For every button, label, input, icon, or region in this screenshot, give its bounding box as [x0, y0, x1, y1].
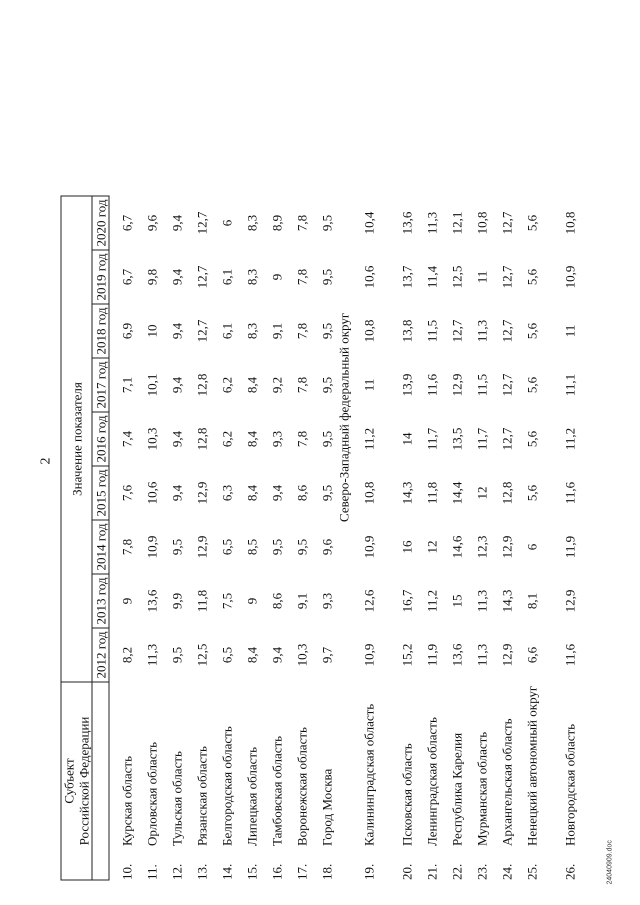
rotated-document-page: [21, 20, 621, 885]
value-cell: 12,9: [562, 589, 578, 613]
value-cell: 11,2: [361, 427, 377, 451]
value-cell: 9: [244, 597, 260, 605]
row-number: 14.: [219, 863, 235, 880]
value-cell: 11,2: [424, 589, 440, 613]
subject-name: Псковская область: [399, 743, 415, 846]
subject-name: Липецкая область: [244, 746, 260, 846]
value-cell: 9,5: [319, 484, 335, 502]
value-cell: 13,9: [399, 373, 415, 397]
value-cell: 6,7: [119, 214, 135, 232]
value-cell: 12: [474, 486, 490, 500]
value-cell: 11,6: [562, 481, 578, 505]
value-cell: 11,7: [424, 427, 440, 451]
table-row: [440, 196, 465, 880]
value-cell: 8,6: [269, 592, 285, 610]
value-cell: 10,3: [144, 427, 160, 451]
value-cell: 8,3: [244, 214, 260, 232]
value-cell: 8,2: [119, 646, 135, 664]
row-number: 21.: [424, 863, 440, 880]
value-cell: 14: [399, 432, 415, 446]
value-cell: 11,4: [424, 265, 440, 289]
row-number: 26.: [562, 863, 578, 880]
value-cell: 9,9: [169, 592, 185, 610]
value-cell: 7,6: [119, 484, 135, 502]
value-cell: 12,7: [499, 319, 515, 343]
row-number: 11.: [144, 864, 160, 880]
row-number: 23.: [474, 863, 490, 880]
table-row: [260, 196, 285, 880]
value-cell: 14,3: [499, 589, 515, 613]
value-cell: 9,8: [144, 268, 160, 286]
value-cell: 7,8: [294, 430, 310, 448]
subject-name: Республика Карелия: [449, 732, 465, 846]
value-cell: 12,8: [194, 373, 210, 397]
value-cell: 9,7: [319, 646, 335, 664]
row-number: 12.: [169, 863, 185, 880]
value-cell: 9,5: [169, 538, 185, 556]
value-cell: 9,5: [319, 214, 335, 232]
value-cell: 12,1: [449, 211, 465, 235]
value-cell: 6,1: [219, 268, 235, 286]
value-cell: 12,9: [194, 535, 210, 559]
value-cell: 10,8: [361, 319, 377, 343]
value-cell: 7,8: [119, 538, 135, 556]
value-cell: 8,3: [244, 268, 260, 286]
value-cell: 9,4: [269, 484, 285, 502]
value-cell: 9,5: [319, 322, 335, 340]
value-cell: 8,4: [244, 646, 260, 664]
table-row: [235, 196, 260, 880]
value-cell: 5,6: [524, 214, 540, 232]
value-cell: 10,6: [361, 265, 377, 289]
row-number: 10.: [119, 863, 135, 880]
subject-name: Орловская область: [144, 741, 160, 846]
value-cell: 13,5: [449, 427, 465, 451]
table-row: [465, 196, 490, 880]
subject-name: Рязанская область: [194, 746, 210, 846]
value-cell: 8,3: [244, 322, 260, 340]
value-cell: 6,5: [219, 538, 235, 556]
table-row: [390, 196, 415, 880]
value-cell: 11,3: [474, 319, 490, 343]
table-row: [415, 196, 440, 880]
subject-name: Архангельская область: [499, 718, 515, 846]
value-cell: 7,8: [294, 268, 310, 286]
value-cell: 8,6: [294, 484, 310, 502]
value-cell: 11,3: [474, 643, 490, 667]
value-cell: 9,4: [169, 268, 185, 286]
table-row: [185, 196, 210, 880]
value-cell: 11,8: [424, 481, 440, 505]
value-cell: 7,4: [119, 430, 135, 448]
table-body-northwest: [352, 196, 578, 880]
value-cell: 9,4: [169, 484, 185, 502]
value-cell: 10,3: [294, 643, 310, 667]
value-cell: 11,6: [562, 643, 578, 667]
value-cell: 13,6: [399, 211, 415, 235]
value-cell: 12,7: [194, 211, 210, 235]
value-cell: 12,5: [194, 643, 210, 667]
header-year: 2019 год: [92, 250, 109, 304]
value-cell: 9,5: [269, 538, 285, 556]
value-cell: 11,7: [474, 427, 490, 451]
value-cell: 14,4: [449, 481, 465, 505]
value-cell: 9,1: [269, 322, 285, 340]
row-number: 22.: [449, 863, 465, 880]
header-year: 2015 год: [92, 466, 109, 520]
header-subject-line1: Субъект: [61, 758, 77, 804]
header-subject-spacer: [92, 682, 109, 880]
subject-name: Тульская область: [169, 751, 185, 846]
value-cell: 8,4: [244, 376, 260, 394]
row-number: 17.: [294, 863, 310, 880]
value-cell: 5,6: [524, 322, 540, 340]
value-cell: 6,5: [219, 646, 235, 664]
value-cell: 11,9: [562, 535, 578, 559]
value-cell: 12,7: [499, 211, 515, 235]
value-cell: 8,5: [244, 538, 260, 556]
value-cell: 12,8: [499, 481, 515, 505]
row-number: 24.: [499, 863, 515, 880]
value-cell: 10,8: [474, 211, 490, 235]
header-year: 2018 год: [92, 304, 109, 358]
value-cell: 9: [269, 273, 285, 281]
value-cell: 12,6: [361, 589, 377, 613]
value-cell: 5,6: [524, 268, 540, 286]
table-row: [310, 196, 335, 880]
value-cell: 7,5: [219, 592, 235, 610]
header-year: 2020 год: [92, 196, 109, 250]
value-cell: 10,9: [361, 643, 377, 667]
value-cell: 9,4: [169, 376, 185, 394]
value-cell: 11,3: [474, 589, 490, 613]
value-cell: 13,7: [399, 265, 415, 289]
value-cell: 9,4: [169, 214, 185, 232]
value-cell: 9,1: [294, 592, 310, 610]
value-cell: 11,2: [562, 427, 578, 451]
value-cell: 14,3: [399, 481, 415, 505]
table-row: [490, 196, 515, 880]
value-cell: 10,8: [562, 211, 578, 235]
page-number: 2: [38, 457, 54, 465]
table-row: [352, 196, 390, 880]
header-subject-line2: Российской Федерации: [76, 716, 92, 846]
subject-name: Мурманская область: [474, 731, 490, 846]
header-subject: [61, 682, 92, 880]
value-cell: 10,9: [361, 535, 377, 559]
indicator-table: [61, 196, 578, 881]
row-number: 19.: [361, 863, 377, 880]
value-cell: 5,6: [524, 484, 540, 502]
value-cell: 14,6: [449, 535, 465, 559]
document-id: 24040909.doc: [606, 840, 614, 885]
value-cell: 6,7: [119, 268, 135, 286]
value-cell: 10,9: [144, 535, 160, 559]
value-cell: 6,2: [219, 376, 235, 394]
value-cell: 6: [524, 543, 540, 551]
table-row: [515, 196, 553, 880]
value-cell: 15: [449, 594, 465, 608]
table-row: [109, 196, 135, 880]
value-cell: 11,5: [474, 373, 490, 397]
value-cell: 9,6: [319, 538, 335, 556]
value-cell: 13,6: [449, 643, 465, 667]
value-cell: 8,9: [269, 214, 285, 232]
value-cell: 12,7: [194, 319, 210, 343]
value-cell: 12,7: [194, 265, 210, 289]
value-cell: 11,3: [424, 211, 440, 235]
value-cell: 12,8: [194, 427, 210, 451]
value-cell: 11: [474, 270, 490, 284]
value-cell: 11,8: [194, 589, 210, 613]
value-cell: 11,5: [424, 319, 440, 343]
value-cell: 11,1: [562, 373, 578, 397]
table-body-district: [335, 196, 352, 880]
value-cell: 13,8: [399, 319, 415, 343]
header-year: 2017 год: [92, 358, 109, 412]
value-cell: 9,3: [319, 592, 335, 610]
value-cell: 9,2: [269, 376, 285, 394]
subject-name: Новгородская область: [562, 723, 578, 846]
subject-name: Город Москва: [319, 768, 335, 846]
value-cell: 13,6: [144, 589, 160, 613]
subject-name: Калининградская область: [361, 703, 377, 846]
row-number: 20.: [399, 863, 415, 880]
value-cell: 9,4: [169, 430, 185, 448]
value-cell: 5,6: [524, 430, 540, 448]
row-number: 25.: [524, 863, 540, 880]
value-cell: 10,9: [562, 265, 578, 289]
subject-name: Белгородская область: [219, 726, 235, 846]
value-cell: 10,4: [361, 211, 377, 235]
value-cell: 12,5: [449, 265, 465, 289]
value-cell: 9,5: [319, 430, 335, 448]
value-cell: 9: [119, 597, 135, 605]
table-row: [285, 196, 310, 880]
value-cell: 9,4: [169, 322, 185, 340]
value-cell: 9,5: [294, 538, 310, 556]
value-cell: 12: [424, 540, 440, 554]
table-body-central: [109, 196, 335, 880]
row-number: 15.: [244, 863, 260, 880]
value-cell: 6,3: [219, 484, 235, 502]
value-cell: 12,7: [499, 427, 515, 451]
row-number: 18.: [319, 863, 335, 880]
value-cell: 7,8: [294, 214, 310, 232]
value-cell: 11: [361, 378, 377, 392]
row-number: 13.: [194, 863, 210, 880]
value-cell: 12,9: [194, 481, 210, 505]
value-cell: 6: [219, 219, 235, 227]
value-cell: 11,9: [424, 643, 440, 667]
value-cell: 7,8: [294, 322, 310, 340]
header-indicator: Значение показателя: [61, 196, 92, 682]
value-cell: 6,2: [219, 430, 235, 448]
subject-name: Ленинградская область: [424, 717, 440, 846]
value-cell: 12,3: [474, 535, 490, 559]
value-cell: 16: [399, 540, 415, 554]
subject-name: Курская область: [119, 755, 135, 846]
value-cell: 10: [144, 324, 160, 338]
value-cell: 10,6: [144, 481, 160, 505]
value-cell: 12,9: [449, 373, 465, 397]
table-row: [160, 196, 185, 880]
value-cell: 12,7: [449, 319, 465, 343]
value-cell: 16,7: [399, 589, 415, 613]
value-cell: 11: [562, 324, 578, 338]
value-cell: 10,1: [144, 373, 160, 397]
value-cell: 9,6: [144, 214, 160, 232]
header-year: 2014 год: [92, 520, 109, 574]
header-year: 2016 год: [92, 412, 109, 466]
subject-name: Тамбовская область: [269, 735, 285, 846]
value-cell: 12,9: [499, 535, 515, 559]
value-cell: 15,2: [399, 643, 415, 667]
header-year: 2013 год: [92, 574, 109, 628]
value-cell: 6,1: [219, 322, 235, 340]
subject-name: Воронежская область: [294, 727, 310, 846]
subject-name: Ненецкий автономный округ: [524, 685, 540, 846]
value-cell: 10,8: [361, 481, 377, 505]
value-cell: 9,3: [269, 430, 285, 448]
value-cell: 5,6: [524, 376, 540, 394]
value-cell: 9,5: [319, 376, 335, 394]
table-row: [553, 196, 578, 880]
value-cell: 7,1: [119, 376, 135, 394]
value-cell: 6,9: [119, 322, 135, 340]
value-cell: 7,8: [294, 376, 310, 394]
value-cell: 8,1: [524, 592, 540, 610]
value-cell: 12,7: [499, 373, 515, 397]
value-cell: 9,5: [319, 268, 335, 286]
table-row: [135, 196, 160, 880]
value-cell: 12,9: [499, 643, 515, 667]
row-number: 16.: [269, 863, 285, 880]
table-row: [210, 196, 235, 880]
value-cell: 8,4: [244, 430, 260, 448]
value-cell: 9,4: [269, 646, 285, 664]
value-cell: 6,6: [524, 646, 540, 664]
value-cell: 11,6: [424, 373, 440, 397]
value-cell: 9,5: [169, 646, 185, 664]
header-year: 2012 год: [92, 628, 109, 682]
district-heading: Северо-Западный федеральный округ: [336, 312, 352, 522]
value-cell: 12,7: [499, 265, 515, 289]
value-cell: 11,3: [144, 643, 160, 667]
value-cell: 8,4: [244, 484, 260, 502]
